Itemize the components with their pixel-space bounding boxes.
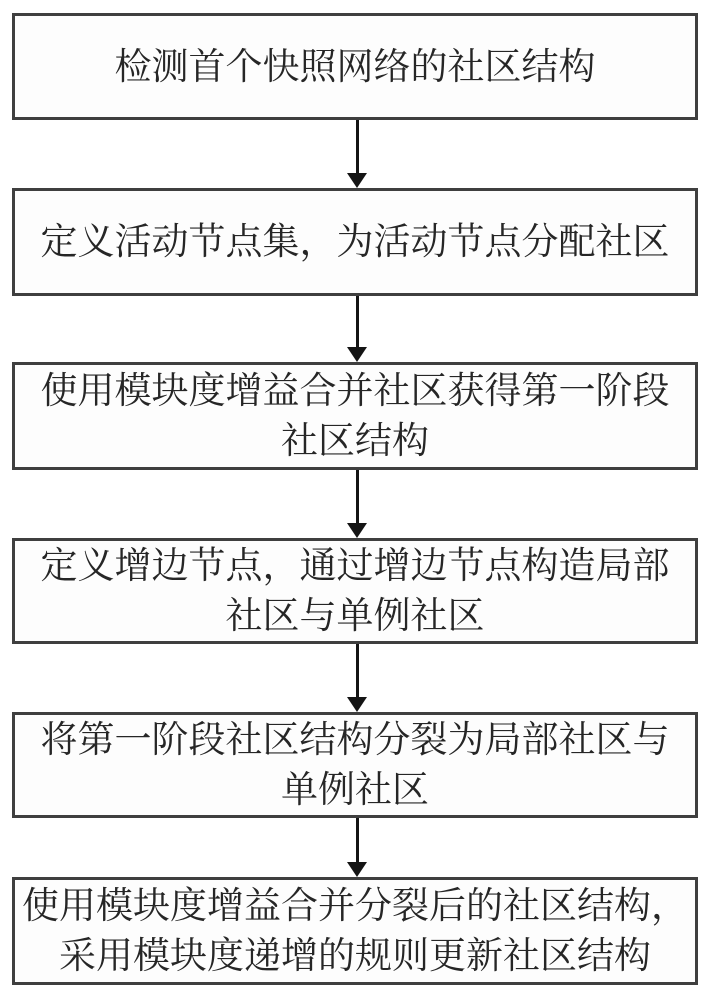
flow-step-3 bbox=[12, 362, 698, 470]
flow-step-5 bbox=[12, 712, 698, 818]
arrow-head-icon bbox=[347, 862, 367, 877]
step-text-line: 定义增边节点，通过增边节点构造局部 bbox=[40, 544, 670, 587]
step-text-line: 单例社区 bbox=[281, 768, 429, 811]
step-text-line: 社区与单例社区 bbox=[225, 594, 485, 637]
flow-arrow-3 bbox=[346, 470, 368, 538]
step-text-line: 使用模块度增益合并分裂后的社区结构， bbox=[22, 884, 688, 927]
arrow-head-icon bbox=[347, 523, 367, 538]
step-text-line: 定义活动节点集，为活动节点分配社区 bbox=[40, 220, 670, 263]
flow-step-4-text bbox=[41, 541, 670, 641]
flow-arrow-2 bbox=[346, 296, 368, 362]
flow-step-1-text bbox=[115, 42, 596, 92]
arrow-shaft bbox=[356, 120, 359, 173]
arrow-shaft bbox=[356, 470, 359, 523]
arrow-head-icon bbox=[347, 347, 367, 362]
step-text-line: 使用模块度增益合并社区获得第一阶段 bbox=[40, 369, 670, 412]
arrow-shaft bbox=[356, 644, 359, 697]
flow-step-2-text bbox=[41, 217, 670, 267]
arrow-shaft bbox=[356, 818, 359, 862]
flow-step-4 bbox=[12, 538, 698, 644]
flow-arrow-1 bbox=[346, 120, 368, 188]
flow-step-6 bbox=[12, 877, 698, 985]
arrow-head-icon bbox=[347, 697, 367, 712]
flow-step-5-text bbox=[41, 715, 670, 815]
step-text-line: 采用模块度递增的规则更新社区结构 bbox=[59, 934, 651, 977]
flow-arrow-4 bbox=[346, 644, 368, 712]
flow-step-2 bbox=[12, 188, 698, 296]
step-text-line: 检测首个快照网络的社区结构 bbox=[114, 44, 596, 88]
flow-step-1 bbox=[12, 13, 698, 120]
flow-arrow-5 bbox=[346, 818, 368, 877]
step-text-line: 社区结构 bbox=[281, 419, 429, 462]
flow-step-6-text bbox=[22, 881, 688, 981]
arrow-shaft bbox=[356, 296, 359, 347]
step-text-line: 将第一阶段社区结构分裂为局部社区与 bbox=[40, 718, 670, 761]
arrow-head-icon bbox=[347, 173, 367, 188]
flow-step-3-text bbox=[41, 366, 670, 466]
